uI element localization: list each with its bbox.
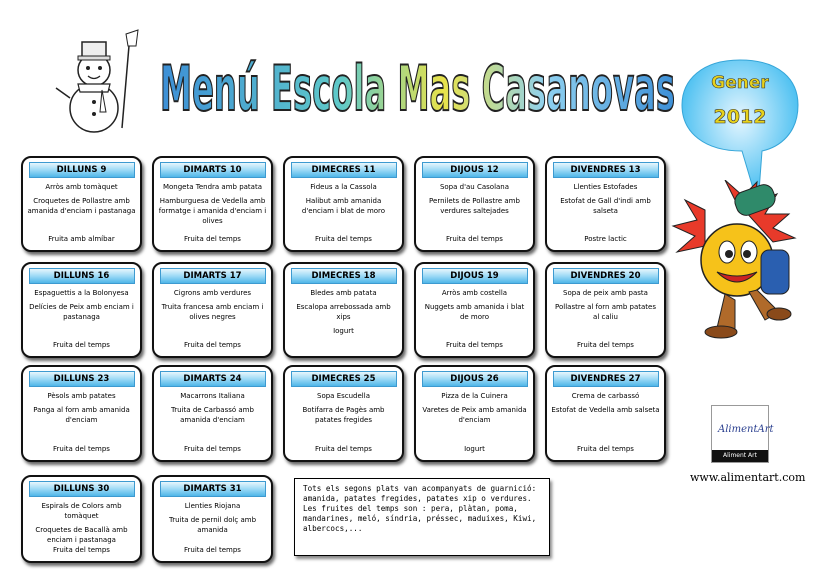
day-card: [21, 262, 142, 358]
dish-list: [416, 391, 533, 425]
dish-item: Botifarra de Pagès amb patates fregides: [302, 406, 385, 424]
dish-list: [23, 391, 140, 425]
dish-item: Bledes amb patata: [310, 289, 377, 297]
day-card: [152, 262, 273, 358]
dish-item: Llenties Estofades: [573, 183, 638, 191]
day-card: [283, 365, 404, 462]
logo-text: AlimentArt: [718, 424, 774, 435]
dish-item: Halibut amb amanida d'enciam i blat de moro: [301, 197, 386, 215]
dish-item: Fideus a la Cassola: [310, 183, 377, 191]
day-header: DILLUNS 30: [29, 481, 135, 497]
menu-title: [160, 32, 680, 132]
dessert-item: Fruita del temps: [184, 341, 241, 349]
day-header: DIVENDRES 27: [553, 371, 659, 387]
dessert-item: Fruita del temps: [53, 445, 110, 453]
dessert-item: Fruita del temps: [184, 445, 241, 453]
alimentart-logo: [711, 405, 774, 463]
dessert-item: Fruita del temps: [446, 235, 503, 243]
dish-item: Espaguettis a la Bolonyesa: [34, 289, 129, 297]
day-header: DIJOUS 19: [422, 268, 528, 284]
dish-list: [416, 288, 533, 322]
dish-item: Truita de Carbassó amb amanida d'enciam: [171, 406, 254, 424]
dish-item: Arròs amb costella: [441, 289, 508, 297]
day-header: DIMARTS 31: [160, 481, 266, 497]
dessert-item: Postre lactic: [584, 235, 627, 243]
garnish-note: Tots els segons plats van acompanyats de guarnició: amanida, patates fregides, patates xip o verdures. Les fruites del temps son : pera, plàtan, poma, mandarines, meló, síndria, préssec, maduixes, Kiwi, albercocs,...: [294, 478, 550, 556]
dessert-item: Fruita del temps: [315, 445, 372, 453]
day-header: DIJOUS 26: [422, 371, 528, 387]
day-header: DIMARTS 10: [160, 162, 266, 178]
day-card: [283, 156, 404, 252]
dish-item: Estofat de Gall d'indi amb salseta: [560, 197, 651, 215]
dish-item: Pèsols amb patates: [47, 392, 116, 400]
mascot-illustration: [665, 180, 805, 340]
day-card: [21, 156, 142, 252]
day-header: DILLUNS 23: [29, 371, 135, 387]
dish-item: Llenties Riojana: [184, 502, 241, 510]
day-card: [414, 262, 535, 358]
dish-item: Hamburguesa de Vedella amb formatge i amanida d'enciam i olives: [158, 197, 267, 225]
day-header: DILLUNS 16: [29, 268, 135, 284]
dish-item: Delícies de Peix amb enciam i pastanaga: [29, 303, 134, 321]
day-header: DIJOUS 12: [422, 162, 528, 178]
dish-item: Iogurt: [333, 327, 354, 335]
day-header: DIMECRES 11: [291, 162, 397, 178]
dish-item: Varetes de Peix amb amanida d'enciam: [422, 406, 527, 424]
dessert-item: Iogurt: [464, 445, 485, 453]
dish-item: Arròs amb tomàquet: [45, 183, 118, 191]
dish-item: Croquetes de Bacallà amb enciam i pastanaga: [35, 526, 128, 544]
dessert-item: Fruita amb almíbar: [48, 235, 115, 243]
dish-list: [285, 288, 402, 336]
dish-item: Sopa de peix amb pasta: [563, 289, 648, 297]
day-card: [545, 156, 666, 252]
day-header: DIMECRES 18: [291, 268, 397, 284]
dish-list: [154, 391, 271, 425]
dessert-item: Fruita del temps: [315, 235, 372, 243]
dessert-item: Fruita del temps: [577, 341, 634, 349]
dish-item: Espirals de Colors amb tomàquet: [41, 502, 122, 520]
dish-item: Sopa Escudella: [317, 392, 370, 400]
dish-item: Panga al forn amb amanida d'enciam: [33, 406, 130, 424]
day-header: DIVENDRES 13: [553, 162, 659, 178]
bubble-year: 2012: [713, 106, 767, 128]
dessert-item: Fruita del temps: [446, 341, 503, 349]
dish-list: [154, 182, 271, 226]
day-header: DIMECRES 25: [291, 371, 397, 387]
day-card: [545, 365, 666, 462]
dish-item: Croquetes de Pollastre amb amanida d'enciam i pastanaga: [27, 197, 136, 215]
day-header: DILLUNS 9: [29, 162, 135, 178]
day-header: DIMARTS 17: [160, 268, 266, 284]
title-text: Menú Escola Mas Casanovas: [160, 52, 675, 125]
dish-item: Truita de pernil dolç amb amanida: [168, 516, 257, 534]
dish-item: Estofat de Vedella amb salseta: [551, 406, 660, 414]
snowman-illustration: [52, 28, 152, 138]
bubble-month: Gener: [711, 73, 769, 93]
dish-list: [547, 182, 664, 216]
dish-item: Pollastre al forn amb patates al caliu: [555, 303, 656, 321]
dish-list: [23, 501, 140, 545]
day-card: [414, 156, 535, 252]
dessert-item: Fruita del temps: [577, 445, 634, 453]
logo-bar-text: Aliment Art: [712, 450, 768, 462]
dish-item: Crema de carbassó: [571, 392, 640, 400]
dish-list: [23, 182, 140, 216]
day-card: [283, 262, 404, 358]
day-card: [21, 475, 142, 563]
day-header: DIVENDRES 20: [553, 268, 659, 284]
dish-item: Pizza de la Cuinera: [441, 392, 508, 400]
dish-list: [154, 501, 271, 535]
dish-item: Sopa d'au Casolana: [439, 183, 510, 191]
dish-list: [547, 288, 664, 322]
dessert-item: Fruita del temps: [184, 235, 241, 243]
day-card: [21, 365, 142, 462]
dessert-item: Fruita del temps: [53, 546, 110, 554]
website-url[interactable]: www.alimentart.com: [690, 471, 806, 484]
dessert-item: Fruita del temps: [184, 546, 241, 554]
day-card: [152, 475, 273, 563]
day-card: [152, 156, 273, 252]
dish-list: [547, 391, 664, 415]
dish-item: Truita francesa amb enciam i olives negres: [161, 303, 264, 321]
dish-item: Macarrons Italiana: [180, 392, 245, 400]
day-header: DIMARTS 24: [160, 371, 266, 387]
dish-item: Pernilets de Pollastre amb verdures saltejades: [429, 197, 520, 215]
day-card: [545, 262, 666, 358]
dish-item: Escalopa arrebossada amb xips: [296, 303, 391, 321]
dish-item: Mongeta Tendra amb patata: [162, 183, 262, 191]
dish-list: [416, 182, 533, 216]
dish-list: [23, 288, 140, 322]
dessert-item: Fruita del temps: [53, 341, 110, 349]
dish-list: [154, 288, 271, 322]
day-card: [152, 365, 273, 462]
dish-list: [285, 391, 402, 425]
dish-list: [285, 182, 402, 216]
dish-item: Nuggets amb amanida i blat de moro: [424, 303, 525, 321]
dish-item: Cigrons amb verdures: [173, 289, 252, 297]
day-card: [414, 365, 535, 462]
